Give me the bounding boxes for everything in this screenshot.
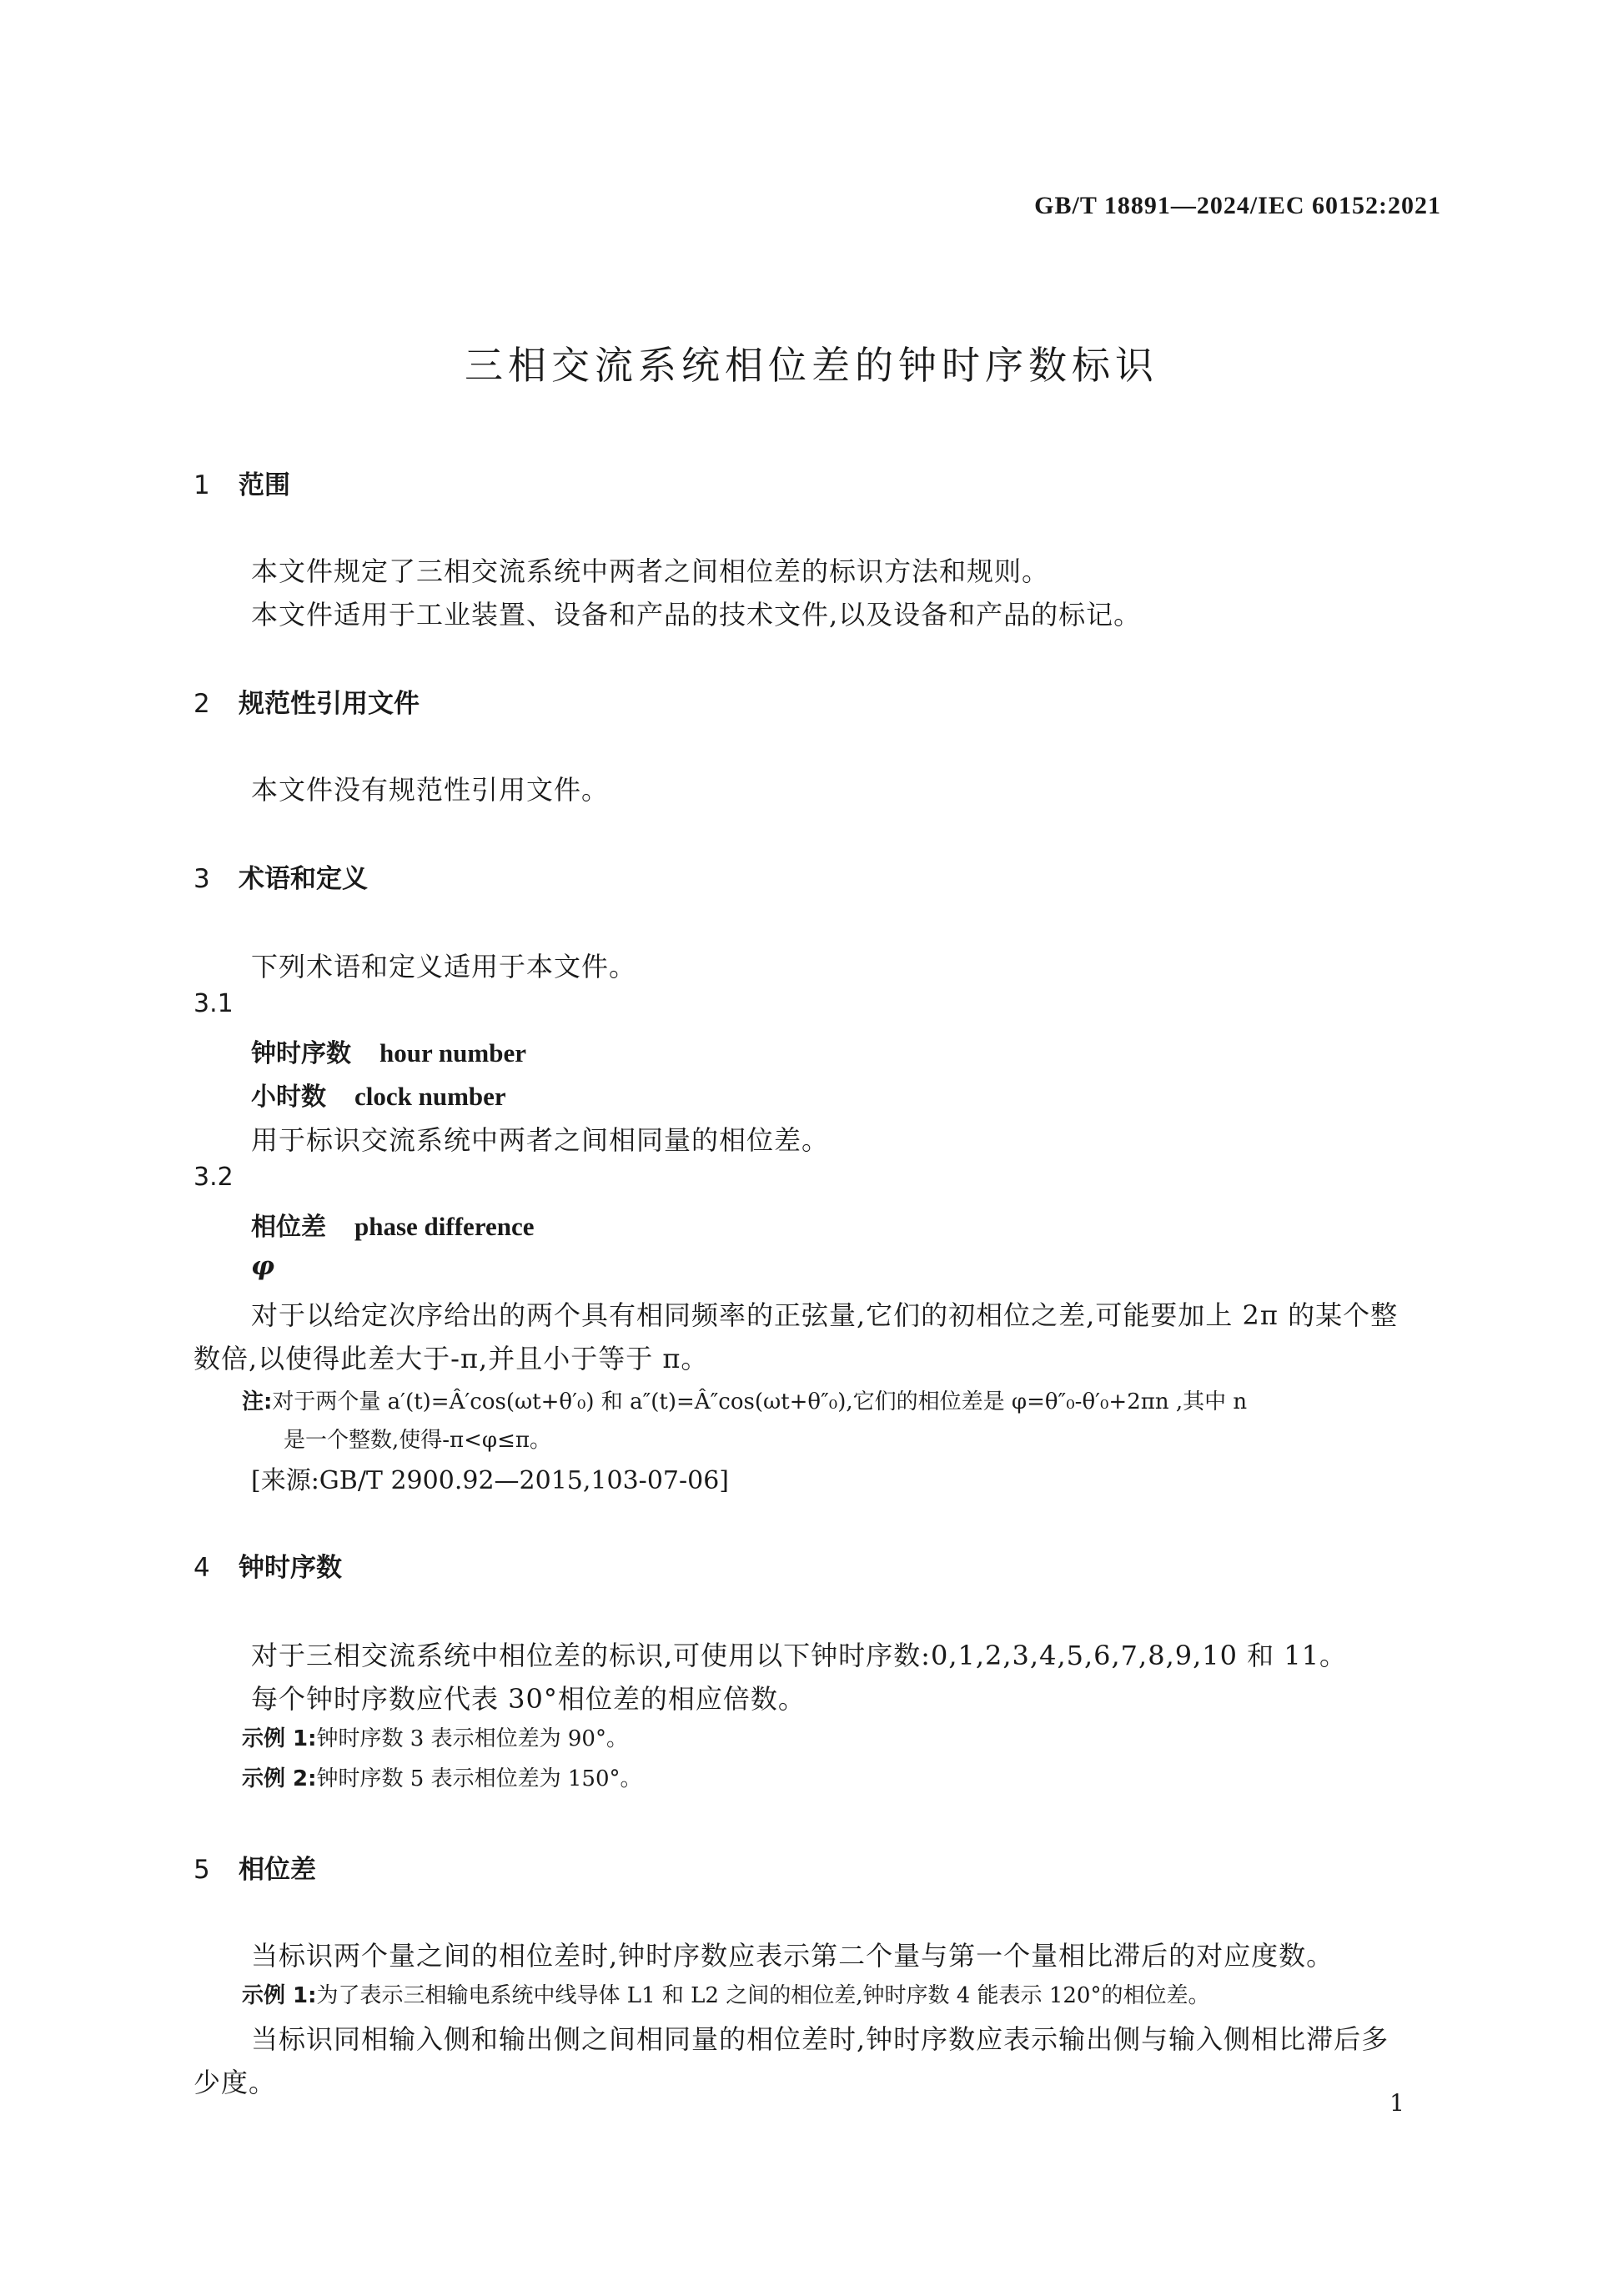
example-label: 示例 2: [242,1766,317,1791]
standard-number-header: GB/T 18891—2024/IEC 60152:2021 [1034,192,1441,219]
paragraph: 下列术语和定义适用于本文件。 [251,951,637,982]
example-text: 钟时序数 5 表示相位差为 150°。 [316,1766,642,1791]
section-5-heading [193,1848,316,1886]
paragraph-line: 少度。 [193,2067,277,2098]
term-en: phase difference [354,1212,535,1241]
section-2-heading [193,682,420,720]
paragraph-line: 当标识同相输入侧和输出侧之间相同量的相位差时,钟时序数应表示输出侧与输入侧相比滞后多 [251,2023,1389,2055]
term-zh: 小时数 [251,1083,326,1112]
term-symbol: φ [251,1251,275,1281]
term-entry [251,1076,506,1113]
section-number: 3 [193,864,210,894]
note-label: 注: [242,1389,273,1414]
term-zh: 钟时序数 [251,1039,351,1068]
page-number: 1 [1389,2089,1404,2117]
example-label: 示例 1: [242,1726,317,1751]
definition-line: 对于以给定次序给出的两个具有相同频率的正弦量,它们的初相位之差,可能要加上 2π 的某个整 [251,1299,1399,1331]
clause-3-1-number: 3.1 [193,989,234,1018]
paragraph: 当标识两个量之间的相位差时,钟时序数应表示第二个量与第一个量相比滞后的对应度数。 [251,1940,1334,1972]
example-text: 为了表示三相输电系统中线导体 L1 和 L2 之间的相位差,钟时序数 4 能表示 120°的相位差。 [316,1983,1210,2008]
section-title: 相位差 [239,1855,316,1885]
section-1-heading [193,464,290,501]
paragraph: 对于三相交流系统中相位差的标识,可使用以下钟时序数:0,1,2,3,4,5,6,7,8,9,10 和 11。 [251,1640,1348,1671]
example [242,1978,1209,2009]
paragraph: 本文件没有规范性引用文件。 [251,774,610,806]
note-text: 对于两个量 a′(t)=Â′cos(ωt+θ′₀) 和 a″(t)=Â″cos(ωt+θ″₀),它们的相位差是 φ=θ″₀-θ′₀+2πn ,其中 n [272,1389,1248,1414]
document-title: 三相交流系统相位差的钟时序数标识 [465,343,1158,388]
section-number: 5 [193,1855,210,1885]
example-label: 示例 1: [242,1983,317,2008]
example [242,1761,642,1792]
term-entry [251,1206,535,1243]
section-number: 1 [193,470,210,500]
definition-line: 数倍,以使得此差大于-π,并且小于等于 π。 [193,1343,709,1374]
section-title: 钟时序数 [239,1553,342,1583]
section-number: 2 [193,689,210,719]
source-reference: [来源:GB/T 2900.92—2015,103-07-06] [251,1466,730,1495]
example-text: 钟时序数 3 表示相位差为 90°。 [316,1726,628,1751]
definition: 用于标识交流系统中两者之间相同量的相位差。 [251,1124,830,1156]
section-number: 4 [193,1553,210,1583]
clause-3-2-number: 3.2 [193,1163,234,1192]
section-3-heading [193,857,368,895]
paragraph: 本文件规定了三相交流系统中两者之间相位差的标识方法和规则。 [251,555,1050,587]
note-text: 是一个整数,使得-π<φ≤π。 [284,1428,552,1453]
section-title: 范围 [239,470,290,500]
section-title: 术语和定义 [239,864,368,894]
term-entry [251,1032,526,1069]
paragraph: 每个钟时序数应代表 30°相位差的相应倍数。 [251,1683,806,1715]
term-en: hour number [379,1038,526,1068]
term-zh: 相位差 [251,1213,326,1242]
section-4-heading [193,1546,342,1584]
example [242,1721,628,1752]
paragraph: 本文件适用于工业装置、设备和产品的技术文件,以及设备和产品的标记。 [251,599,1142,631]
term-en: clock number [354,1082,506,1111]
note [242,1384,1247,1415]
section-title: 规范性引用文件 [239,689,420,719]
